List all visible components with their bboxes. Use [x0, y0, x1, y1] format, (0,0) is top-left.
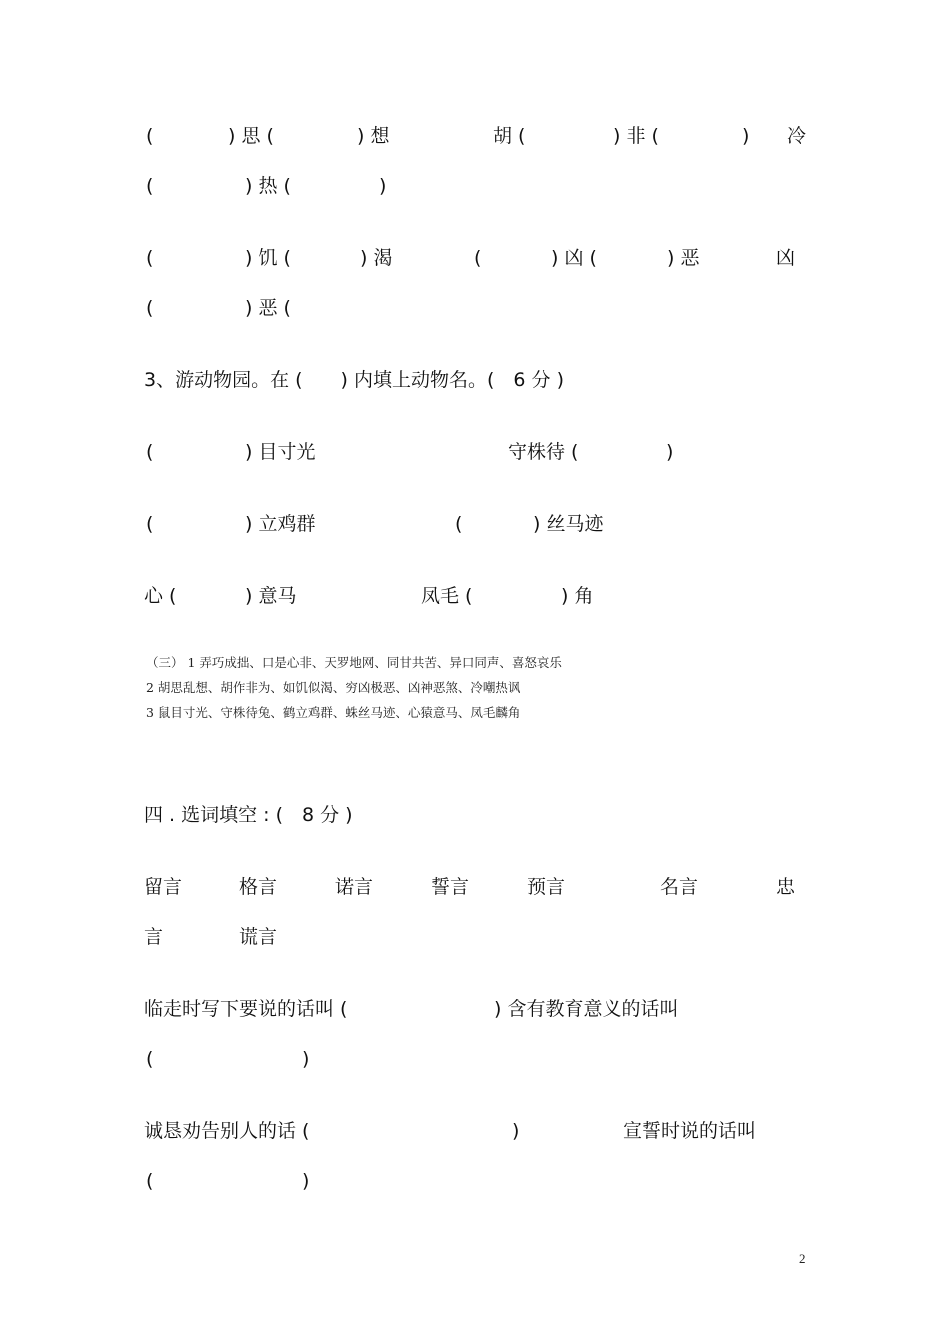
section-4-title: 四 . 选词填空 : ( 8 分 ): [144, 804, 353, 826]
paren-open: (: [474, 247, 482, 269]
idiom-fragment: ) 角: [561, 585, 594, 607]
paren-open: (: [455, 513, 463, 535]
idiom-fragment: ) 恶: [667, 247, 700, 269]
idiom-fragment: ) 意马: [245, 585, 297, 607]
idiom-fragment: 冷: [787, 125, 807, 147]
question-text: 临走时写下要说的话叫 (: [144, 998, 348, 1020]
word-option: 名言: [660, 876, 699, 898]
paren-close: ): [512, 1120, 520, 1142]
word-option: 留言: [144, 876, 183, 898]
paren-open: (: [146, 1048, 154, 1070]
paren-open: (: [146, 1170, 154, 1192]
idiom-fragment: ) 凶 (: [551, 247, 597, 269]
word-option: 格言: [239, 876, 278, 898]
idiom-fragment: ) 热 (: [245, 175, 291, 197]
paren-open: (: [146, 441, 154, 463]
page-number: 2: [799, 1251, 806, 1266]
idiom-fragment: ) 恶 (: [245, 297, 291, 319]
word-option: 谎言: [239, 926, 278, 948]
question-text: 宣誓时说的话叫: [623, 1120, 757, 1142]
idiom-fragment: 凶: [776, 247, 796, 269]
paren-open: (: [146, 513, 154, 535]
word-option: 诺言: [335, 876, 374, 898]
paren-open: (: [146, 175, 154, 197]
question-text: 诚恳劝告别人的话 (: [144, 1120, 310, 1142]
paren-open: (: [146, 125, 154, 147]
question-text: ) 含有教育意义的话叫: [494, 998, 679, 1020]
idiom-fragment: 心 (: [144, 585, 177, 607]
idiom-fragment: 凤毛 (: [421, 585, 473, 607]
idiom-fragment: ) 立鸡群: [245, 513, 316, 535]
word-option: 誓言: [431, 876, 470, 898]
idiom-fragment: ) 丝马迹: [533, 513, 604, 535]
paren-close: ): [666, 441, 674, 463]
paren-open: (: [146, 247, 154, 269]
paren-open: (: [146, 297, 154, 319]
idiom-fragment: 守株待 (: [508, 441, 579, 463]
paren-close: ): [302, 1048, 310, 1070]
idiom-fragment: ) 渴: [360, 247, 393, 269]
answer-line: （三） 1 弄巧成拙、口是心非、天罗地网、同甘共苦、异口同声、喜怒哀乐: [146, 655, 562, 670]
paren-close: ): [302, 1170, 310, 1192]
idiom-fragment: ) 饥 (: [245, 247, 291, 269]
answer-line: 3 鼠目寸光、守株待兔、鹤立鸡群、蛛丝马迹、心猿意马、凤毛麟角: [146, 705, 521, 720]
word-option: 预言: [527, 876, 566, 898]
section-3-title: 3、游动物园。在 ( ) 内填上动物名。( 6 分 ): [144, 369, 564, 391]
idiom-fragment: ) 目寸光: [245, 441, 316, 463]
paren-close: ): [379, 175, 387, 197]
idiom-fragment: ) 非 (: [613, 125, 659, 147]
idiom-fragment: 胡 (: [493, 125, 526, 147]
idiom-fragment: ) 想: [357, 125, 390, 147]
word-option: 忠: [776, 876, 796, 898]
idiom-fragment: ) 思 (: [228, 125, 274, 147]
paren-close: ): [742, 125, 750, 147]
answer-line: 2 胡思乱想、胡作非为、如饥似渴、穷凶极恶、凶神恶煞、冷嘲热讽: [146, 680, 521, 695]
word-option: 言: [144, 926, 164, 948]
